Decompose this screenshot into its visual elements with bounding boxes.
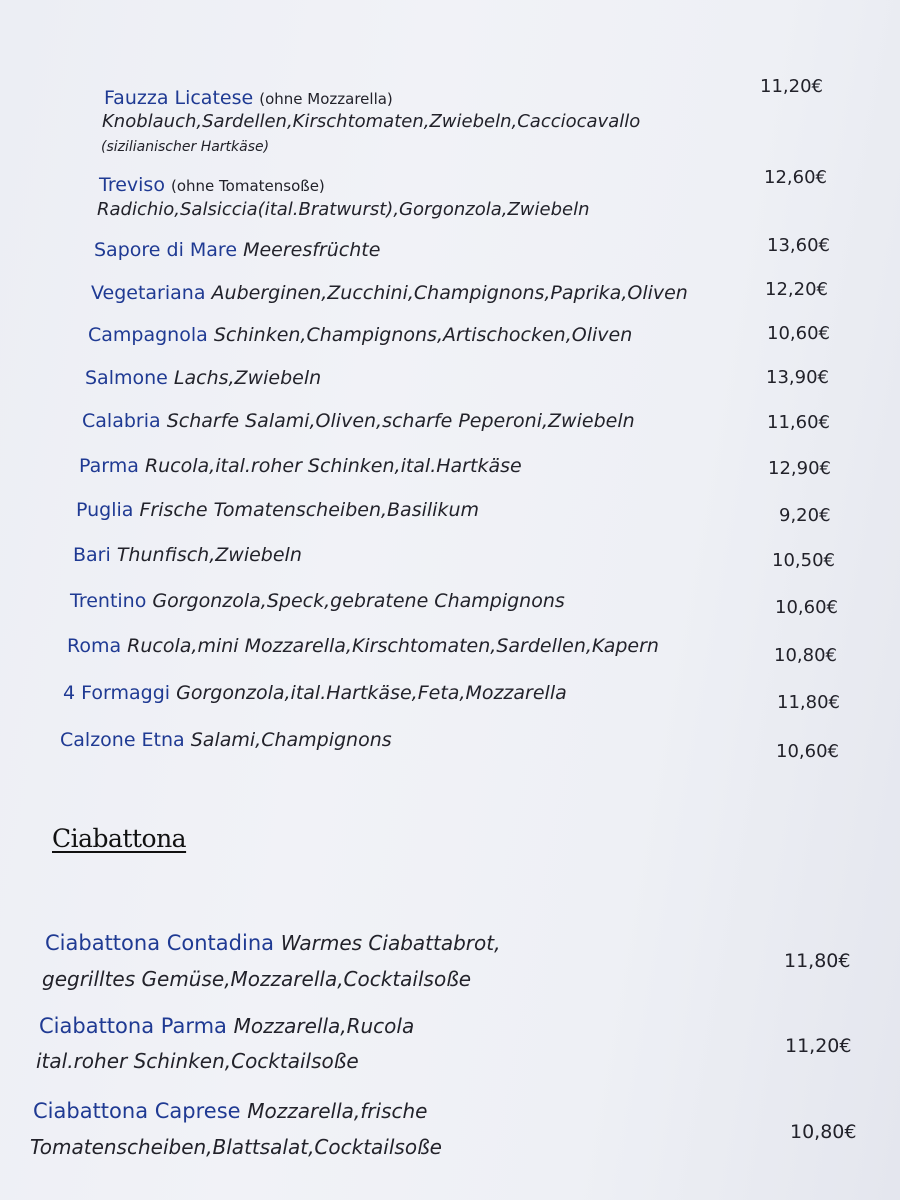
item-description: Salami,Champignons bbox=[190, 729, 392, 751]
menu-item bbox=[82, 409, 635, 433]
item-name: Sapore di Mare bbox=[94, 239, 238, 261]
item-description-note: (sizilianischer Hartkäse) bbox=[101, 139, 270, 155]
item-price: 10,50€ bbox=[772, 550, 835, 571]
item-description: Radichio,Salsiccia(ital.Bratwurst),Gorgonzola,Zwiebeln bbox=[97, 199, 590, 220]
item-description: ital.roher Schinken,Cocktailsoße bbox=[36, 1049, 359, 1073]
menu-item bbox=[85, 366, 321, 390]
item-name: Campagnola bbox=[88, 324, 208, 346]
item-price: 11,20€ bbox=[760, 76, 823, 97]
item-description: Frische Tomatenscheiben,Basilikum bbox=[139, 499, 479, 521]
item-description: Meeresfrüchte bbox=[243, 239, 381, 261]
menu-item bbox=[94, 238, 380, 262]
item-name: 4 Formaggi bbox=[63, 682, 171, 704]
menu-item bbox=[67, 634, 659, 658]
item-note: (ohne Tomatensoße) bbox=[171, 177, 325, 195]
item-description: Lachs,Zwiebeln bbox=[173, 367, 322, 389]
item-name: Ciabattona Parma bbox=[39, 1014, 227, 1038]
item-name: Calabria bbox=[82, 410, 161, 432]
item-name: Roma bbox=[67, 635, 122, 657]
item-description: Warmes Ciabattabrot, bbox=[280, 931, 501, 955]
item-name: Fauzza Licatese bbox=[104, 87, 254, 109]
item-name: Parma bbox=[79, 455, 139, 477]
item-description: Gorgonzola,Speck,gebratene Champignons bbox=[152, 590, 565, 612]
menu-item bbox=[73, 543, 302, 567]
item-price: 13,90€ bbox=[766, 367, 829, 388]
menu-item bbox=[60, 728, 392, 752]
item-description: Rucola,ital.roher Schinken,ital.Hartkäse bbox=[144, 455, 522, 477]
item-price: 11,80€ bbox=[784, 950, 851, 972]
menu-item bbox=[91, 281, 688, 305]
item-price: 9,20€ bbox=[779, 505, 831, 526]
item-price: 11,20€ bbox=[785, 1035, 852, 1057]
item-name: Vegetariana bbox=[91, 282, 206, 304]
menu-item bbox=[88, 323, 632, 347]
item-description: gegrilltes Gemüse,Mozzarella,Cocktailsoße bbox=[42, 967, 472, 991]
item-name: Salmone bbox=[85, 367, 168, 389]
item-price: 10,60€ bbox=[776, 741, 839, 762]
item-name: Puglia bbox=[76, 499, 134, 521]
item-name: Calzone Etna bbox=[60, 729, 185, 751]
item-price: 13,60€ bbox=[767, 235, 830, 256]
item-description: Gorgonzola,ital.Hartkäse,Feta,Mozzarella bbox=[176, 682, 567, 704]
item-price: 10,80€ bbox=[774, 645, 837, 666]
menu-item bbox=[76, 498, 479, 522]
item-name: Bari bbox=[73, 544, 111, 566]
item-name: Trentino bbox=[70, 590, 147, 612]
item-price: 11,60€ bbox=[767, 412, 830, 433]
item-price: 12,90€ bbox=[768, 458, 831, 479]
item-name: Ciabattona Caprese bbox=[33, 1099, 241, 1123]
section-title: Ciabattona bbox=[52, 824, 187, 853]
menu-item bbox=[63, 681, 567, 705]
menu-item bbox=[79, 454, 522, 478]
item-price: 10,60€ bbox=[775, 597, 838, 618]
item-description: Mozzarella,Rucola bbox=[233, 1014, 415, 1038]
item-name: Treviso bbox=[99, 174, 165, 196]
item-price: 12,60€ bbox=[764, 167, 827, 188]
menu-item bbox=[99, 173, 325, 198]
item-description: Tomatenscheiben,Blattsalat,Cocktailsoße bbox=[30, 1135, 442, 1159]
menu-item bbox=[70, 589, 565, 613]
item-price: 10,80€ bbox=[790, 1121, 857, 1143]
menu-item bbox=[39, 1010, 414, 1042]
item-price: 11,80€ bbox=[777, 692, 840, 713]
menu-item bbox=[45, 927, 500, 959]
item-description: Schinken,Champignons,Artischocken,Oliven bbox=[213, 324, 633, 346]
item-price: 12,20€ bbox=[765, 279, 828, 300]
item-description: Scharfe Salami,Oliven,scharfe Peperoni,Zwiebeln bbox=[166, 410, 635, 432]
menu-item bbox=[33, 1095, 427, 1127]
menu-item bbox=[104, 86, 393, 111]
item-price: 10,60€ bbox=[767, 323, 830, 344]
item-description: Thunfisch,Zwiebeln bbox=[116, 544, 302, 566]
item-note: (ohne Mozzarella) bbox=[259, 90, 393, 108]
item-name: Ciabattona Contadina bbox=[45, 931, 275, 955]
item-description: Knoblauch,Sardellen,Kirschtomaten,Zwiebeln,Cacciocavallo bbox=[102, 111, 641, 132]
item-description: Mozzarella,frische bbox=[247, 1099, 428, 1123]
item-description: Auberginen,Zucchini,Champignons,Paprika,Oliven bbox=[211, 282, 688, 304]
item-description: Rucola,mini Mozzarella,Kirschtomaten,Sardellen,Kapern bbox=[127, 635, 659, 657]
